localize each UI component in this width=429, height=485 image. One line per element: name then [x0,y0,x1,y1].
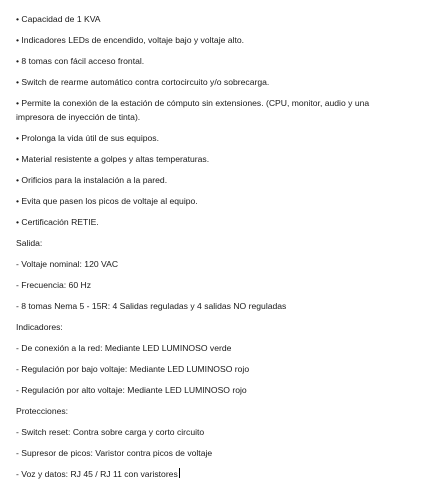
salida-voltage: - Voltaje nominal: 120 VAC [16,259,119,269]
bullet-wall-mount: • Orificios para la instalación a la pared. [16,175,168,185]
bullet-material: • Material resistente a golpes y altas temperaturas. [16,154,210,164]
protecciones-data-line[interactable] [16,467,408,481]
salida-frequency: - Frecuencia: 60 Hz [16,280,91,290]
indicadores-low-voltage: - Regulación por bajo voltaje: Mediante LED LUMINOSO rojo [16,364,250,374]
salida-heading: Salida: [16,238,43,248]
bullet-led-indicators: • Indicadores LEDs de encendido, voltaje bajo y voltaje alto. [16,35,245,45]
indicadores-connection: - De conexión a la red: Mediante LED LUMINOSO verde [16,343,232,353]
indicadores-heading: Indicadores: [16,322,63,332]
product-description [16,12,408,481]
bullet-lifespan: • Prolonga la vida útil de sus equipos. [16,133,159,143]
bullet-voltage-spikes: • Evita que pasen los picos de voltaje al equipo. [16,196,198,206]
indicadores-high-voltage: - Regulación por alto voltaje: Mediante LED LUMINOSO rojo [16,385,247,395]
bullet-connection: • Permite la conexión de la estación de cómputo sin extensiones. (CPU, monitor, audio y una impresora de inyección de tinta). [16,98,370,122]
bullet-capacity: • Capacidad de 1 KVA [16,14,101,24]
protecciones-surge: - Supresor de picos: Varistor contra picos de voltaje [16,448,213,458]
bullet-reset-switch: • Switch de rearme automático contra cortocircuito y/o sobrecarga. [16,77,270,87]
bullet-certification: • Certificación RETIE. [16,217,99,227]
bullet-outlets: • 8 tomas con fácil acceso frontal. [16,56,145,66]
protecciones-data-text: - Voz y datos: RJ 45 / RJ 11 con varistores [16,469,178,479]
text-cursor [179,468,180,478]
protecciones-heading: Protecciones: [16,406,69,416]
protecciones-reset: - Switch reset: Contra sobre carga y corto circuito [16,427,205,437]
salida-outlets: - 8 tomas Nema 5 - 15R: 4 Salidas reguladas y 4 salidas NO reguladas [16,301,287,311]
